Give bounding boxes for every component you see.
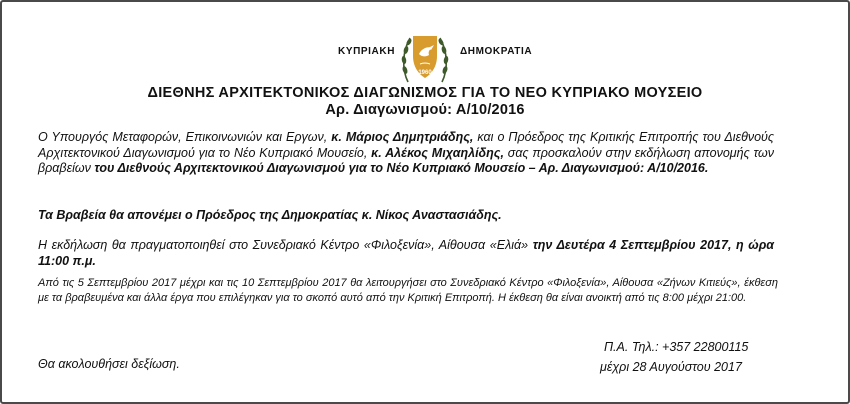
- event-paragraph: [38, 238, 774, 269]
- svg-text:1960: 1960: [418, 70, 432, 76]
- exhibition-paragraph: Από τις 5 Σεπτεμβρίου 2017 μέχρι και τις 10 Σεπτεμβρίου 2017 θα λειτουργήσει στο Συνεδριακό Κέντρο «Φιλοξενία», Αίθουσα «Ζήνων Κιτιεύς», έκθεση με τα βραβευμένα και άλλα έργα που επιλέγηκαν για το σκοπό αυτό από την Κριτική Επιτροπή. Η έκθεση θα είναι ανοικτή από τις 8:00 μέχρι 21:00.: [38, 277, 778, 304]
- masthead: [0, 30, 850, 86]
- text-run: και ο Πρόεδρος της Κριτικής Επιτροπής του Διεθνούς Αρχιτεκτονικού Διαγωνισμού για το Νέο Κυπριακό Μουσείο,: [38, 130, 775, 160]
- reception-note: Θα ακολουθήσει δεξίωση.: [38, 357, 180, 371]
- text-run: σας προσκαλούν στην εκδήλωση απονομής των βραβείων: [38, 145, 774, 175]
- text-run: Η εκδήλωση θα πραγματοποιηθεί στο Συνεδριακό Κέντρο «Φιλοξενία», Αίθουσα «Ελιά»: [38, 238, 533, 252]
- awards-paragraph: Τα Βραβεία θα απονέμει ο Πρόεδρος της Δημοκρατίας κ. Νίκος Αναστασιάδης.: [38, 208, 502, 222]
- document-title: ΔΙΕΘΝΗΣ ΑΡΧΙΤΕΚΤΟΝΙΚΟΣ ΔΙΑΓΩΝΙΣΜΟΣ ΓΙΑ ΤΟ ΝΕΟ ΚΥΠΡΙΑΚΟ ΜΟΥΣΕΙΟ: [147, 85, 703, 101]
- competition-reference: του Διεθνούς Αρχιτεκτονικού Διαγωνισμού για το Νέο Κυπριακό Μουσείο – Αρ. Διαγωνισμού: Α/10/2016.: [94, 161, 709, 175]
- cyprus-coat-of-arms-icon: [398, 30, 452, 86]
- invitation-paragraph: [38, 130, 774, 177]
- minister-name: κ. Μάριος Δημητριάδης,: [331, 130, 474, 144]
- event-datetime: την Δευτέρα 4 Σεπτεμβρίου 2017, η ώρα 11:00 π.μ.: [38, 238, 775, 268]
- document-subtitle: Αρ. Διαγωνισμού: Α/10/2016: [325, 102, 525, 118]
- rsvp-deadline: μέχρι 28 Αυγούστου 2017: [600, 360, 742, 374]
- masthead-right-label: ΔΗΜΟΚΡΑΤΙΑ: [460, 46, 533, 57]
- text-run: Ο Υπουργός Μεταφορών, Επικοινωνιών και Εργων,: [38, 130, 332, 144]
- masthead-left-label: ΚΥΠΡΙΑΚΗ: [338, 46, 396, 57]
- rsvp-phone: Π.Α. Τηλ.: +357 22800115: [604, 340, 749, 354]
- committee-chair-name: κ. Αλέκος Μιχαηλίδης,: [371, 145, 504, 160]
